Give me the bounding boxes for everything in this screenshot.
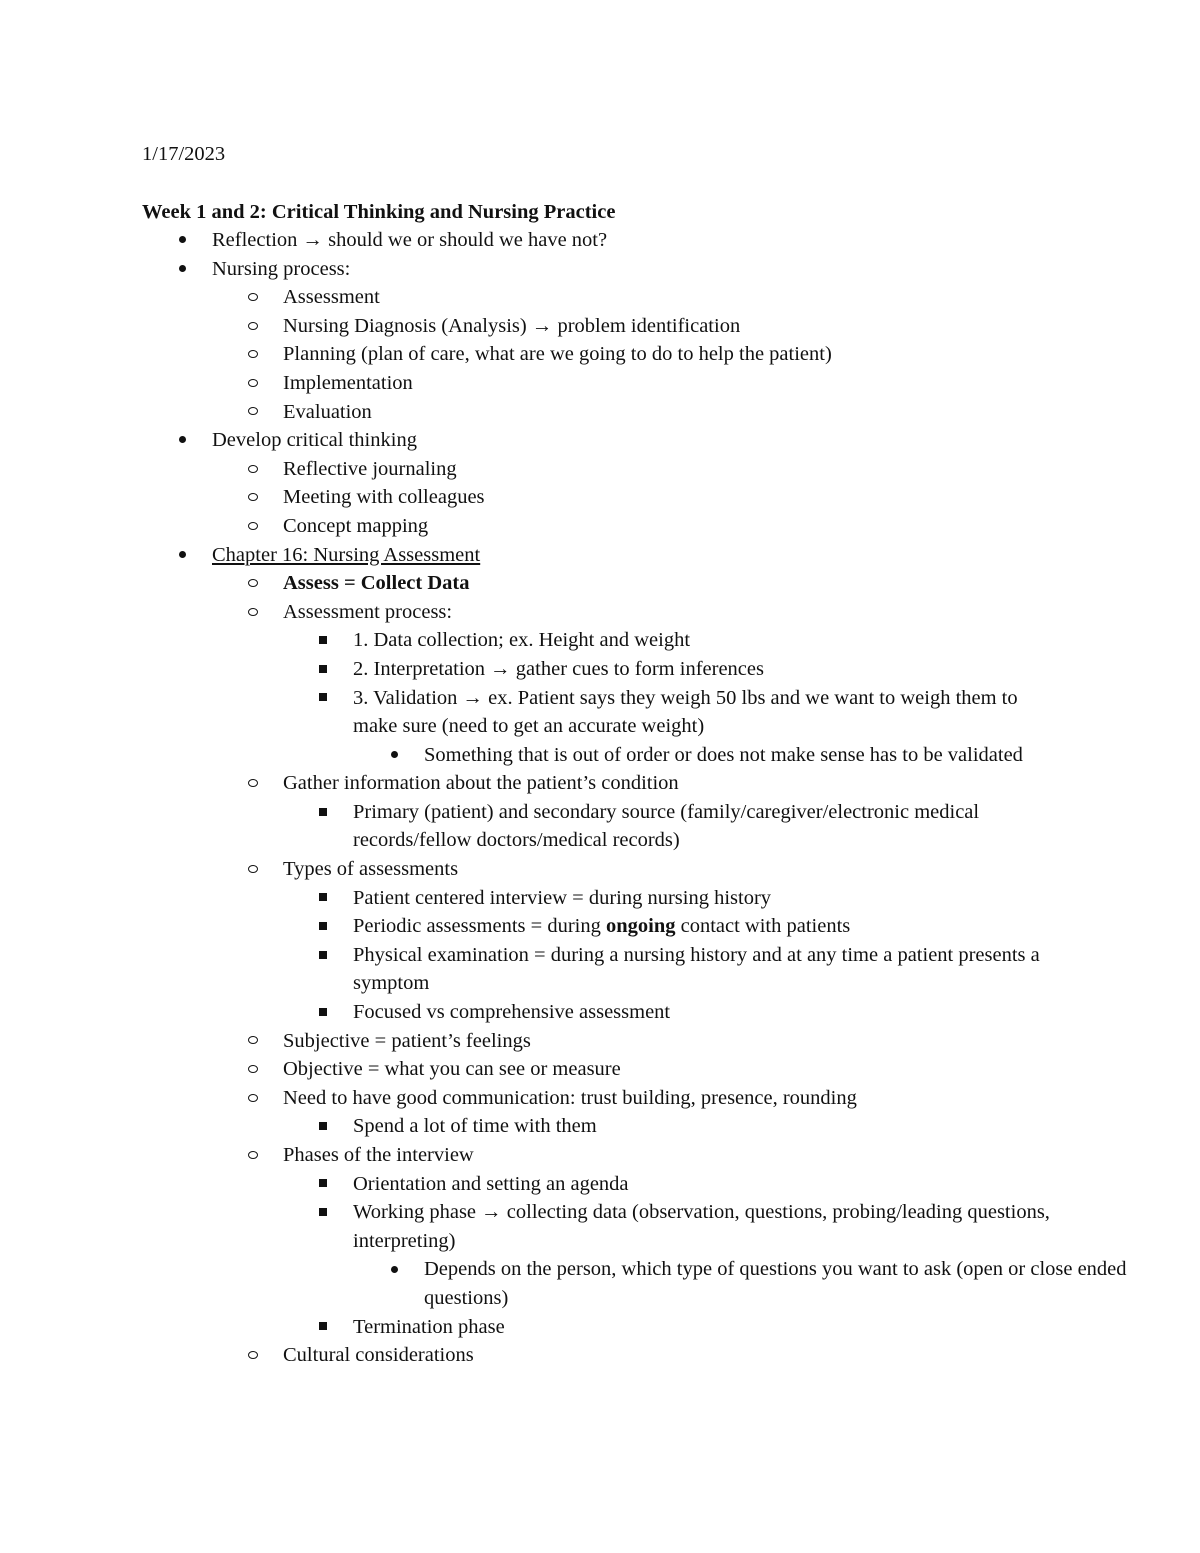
list-item — [0, 426, 1200, 455]
hollow-bullet-icon — [243, 283, 263, 312]
hollow-bullet-icon — [243, 340, 263, 369]
list-item-text — [353, 912, 1063, 941]
list-item-text: Assessment — [283, 286, 380, 309]
list-item-text: Evaluation — [283, 400, 372, 423]
list-item-text: Spend a lot of time with them — [353, 1115, 597, 1138]
list-item-text: Cultural considerations — [283, 1344, 474, 1367]
list-item-text: Termination phase — [353, 1315, 505, 1338]
list-item-text: Develop critical thinking — [212, 429, 417, 452]
hollow-bullet-icon — [243, 569, 263, 598]
list-item-text: Types of assessments — [283, 858, 459, 881]
list-item-text: Orientation and setting an agenda — [353, 1172, 629, 1195]
list-item — [0, 941, 1200, 998]
list-item — [0, 1255, 1200, 1312]
hollow-bullet-icon — [243, 1084, 263, 1113]
list-item-text: Focused vs comprehensive assessment — [353, 1001, 671, 1024]
list-item — [0, 1198, 1200, 1255]
square-bullet-icon — [313, 1198, 333, 1227]
list-item — [0, 512, 1200, 541]
list-item — [0, 1170, 1200, 1199]
list-item-text: Physical examination = during a nursing history and at any time a patient presents a symptom — [353, 943, 1040, 995]
square-bullet-icon — [313, 884, 333, 913]
list-item — [0, 1084, 1200, 1113]
hollow-bullet-icon — [243, 398, 263, 427]
list-item — [0, 684, 1200, 741]
list-item-text: Subjective = patient’s feelings — [283, 1029, 531, 1052]
hollow-bullet-icon — [243, 1341, 263, 1370]
list-item — [0, 226, 1200, 255]
list-item-text: 2. Interpretation → gather cues to form inferences — [353, 657, 764, 680]
hollow-bullet-icon — [243, 483, 263, 512]
square-bullet-icon — [313, 998, 333, 1027]
list-item-text: Patient centered interview = during nursing history — [353, 886, 772, 909]
list-item — [0, 369, 1200, 398]
square-bullet-icon — [313, 655, 333, 684]
square-bullet-icon — [313, 684, 333, 713]
list-item — [0, 1313, 1200, 1342]
list-item — [0, 884, 1200, 913]
filled-bullet-icon — [172, 541, 192, 570]
list-item — [0, 1055, 1200, 1084]
list-item — [0, 541, 1200, 570]
list-item-text: Meeting with colleagues — [283, 486, 485, 509]
list-item — [0, 483, 1200, 512]
text-run: contact with patients — [675, 915, 851, 938]
list-item — [0, 1341, 1200, 1370]
list-item-text: 1. Data collection; ex. Height and weight — [353, 629, 691, 652]
list-item-text: Concept mapping — [283, 514, 429, 537]
hollow-bullet-icon — [243, 1055, 263, 1084]
list-item — [0, 283, 1200, 312]
list-item — [0, 1112, 1200, 1141]
list-item-text: Objective = what you can see or measure — [283, 1058, 621, 1081]
list-item-text: Reflective journaling — [283, 457, 457, 480]
list-item — [0, 998, 1200, 1027]
hollow-bullet-icon — [243, 512, 263, 541]
list-item — [0, 1027, 1200, 1056]
list-item — [0, 626, 1200, 655]
hollow-bullet-icon — [243, 1141, 263, 1170]
list-item — [0, 398, 1200, 427]
chapter-heading: Chapter 16: Nursing Assessment — [212, 543, 481, 566]
square-bullet-icon — [313, 1112, 333, 1141]
list-item — [0, 312, 1200, 341]
list-item-text: 3. Validation → ex. Patient says they weigh 50 lbs and we want to weigh them to make sure (need to get an accurate weight) — [353, 686, 1018, 738]
list-item — [0, 455, 1200, 484]
hollow-bullet-icon — [243, 855, 263, 884]
list-item-text: Nursing process: — [212, 257, 351, 280]
square-bullet-icon — [313, 912, 333, 941]
list-item-text: Assess = Collect Data — [283, 572, 470, 595]
list-item-text: Nursing Diagnosis (Analysis) → problem identification — [283, 314, 741, 337]
filled-bullet-icon — [172, 426, 192, 455]
list-item-text: Need to have good communication: trust building, presence, rounding — [283, 1086, 857, 1109]
section-heading: Week 1 and 2: Critical Thinking and Nursing Practice — [142, 201, 616, 223]
square-bullet-icon — [313, 798, 333, 827]
list-item-text: Assessment process: — [283, 600, 453, 623]
list-item — [0, 855, 1200, 884]
filled-bullet-icon — [384, 741, 404, 770]
hollow-bullet-icon — [243, 369, 263, 398]
list-item-text: Primary (patient) and secondary source (family/caregiver/electronic medical records/fellow doctors/medical records) — [353, 800, 980, 852]
filled-bullet-icon — [172, 255, 192, 284]
square-bullet-icon — [313, 1313, 333, 1342]
list-item — [0, 741, 1200, 770]
list-item-text: Implementation — [283, 371, 413, 394]
hollow-bullet-icon — [243, 1027, 263, 1056]
filled-bullet-icon — [384, 1255, 404, 1284]
list-item-text: Planning (plan of care, what are we going to do to help the patient) — [283, 343, 832, 366]
square-bullet-icon — [313, 626, 333, 655]
list-item-text: Depends on the person, which type of questions you want to ask (open or close ended questions) — [424, 1258, 1127, 1309]
list-item — [0, 255, 1200, 284]
hollow-bullet-icon — [243, 312, 263, 341]
note-date: 1/17/2023 — [142, 143, 226, 165]
square-bullet-icon — [313, 1170, 333, 1199]
list-item-text: Gather information about the patient’s condition — [283, 772, 679, 795]
list-item — [0, 569, 1200, 598]
bold-text-run: ongoing — [605, 915, 676, 938]
list-item — [0, 912, 1200, 941]
list-item — [0, 598, 1200, 627]
filled-bullet-icon — [172, 226, 192, 255]
list-item — [0, 655, 1200, 684]
notes-outline — [0, 226, 1200, 1370]
hollow-bullet-icon — [243, 598, 263, 627]
hollow-bullet-icon — [243, 769, 263, 798]
list-item-text: Working phase → collecting data (observation, questions, probing/leading questions, interpreting) — [353, 1201, 1050, 1252]
list-item — [0, 1141, 1200, 1170]
text-run: Periodic assessments = during — [353, 915, 606, 938]
list-item-text: Reflection → should we or should we have not? — [212, 229, 608, 251]
list-item-text: Something that is out of order or does not make sense has to be validated — [424, 743, 1023, 766]
list-item — [0, 769, 1200, 798]
list-item-text: Phases of the interview — [283, 1144, 474, 1166]
square-bullet-icon — [313, 941, 333, 970]
hollow-bullet-icon — [243, 455, 263, 484]
list-item — [0, 798, 1200, 855]
list-item — [0, 340, 1200, 369]
